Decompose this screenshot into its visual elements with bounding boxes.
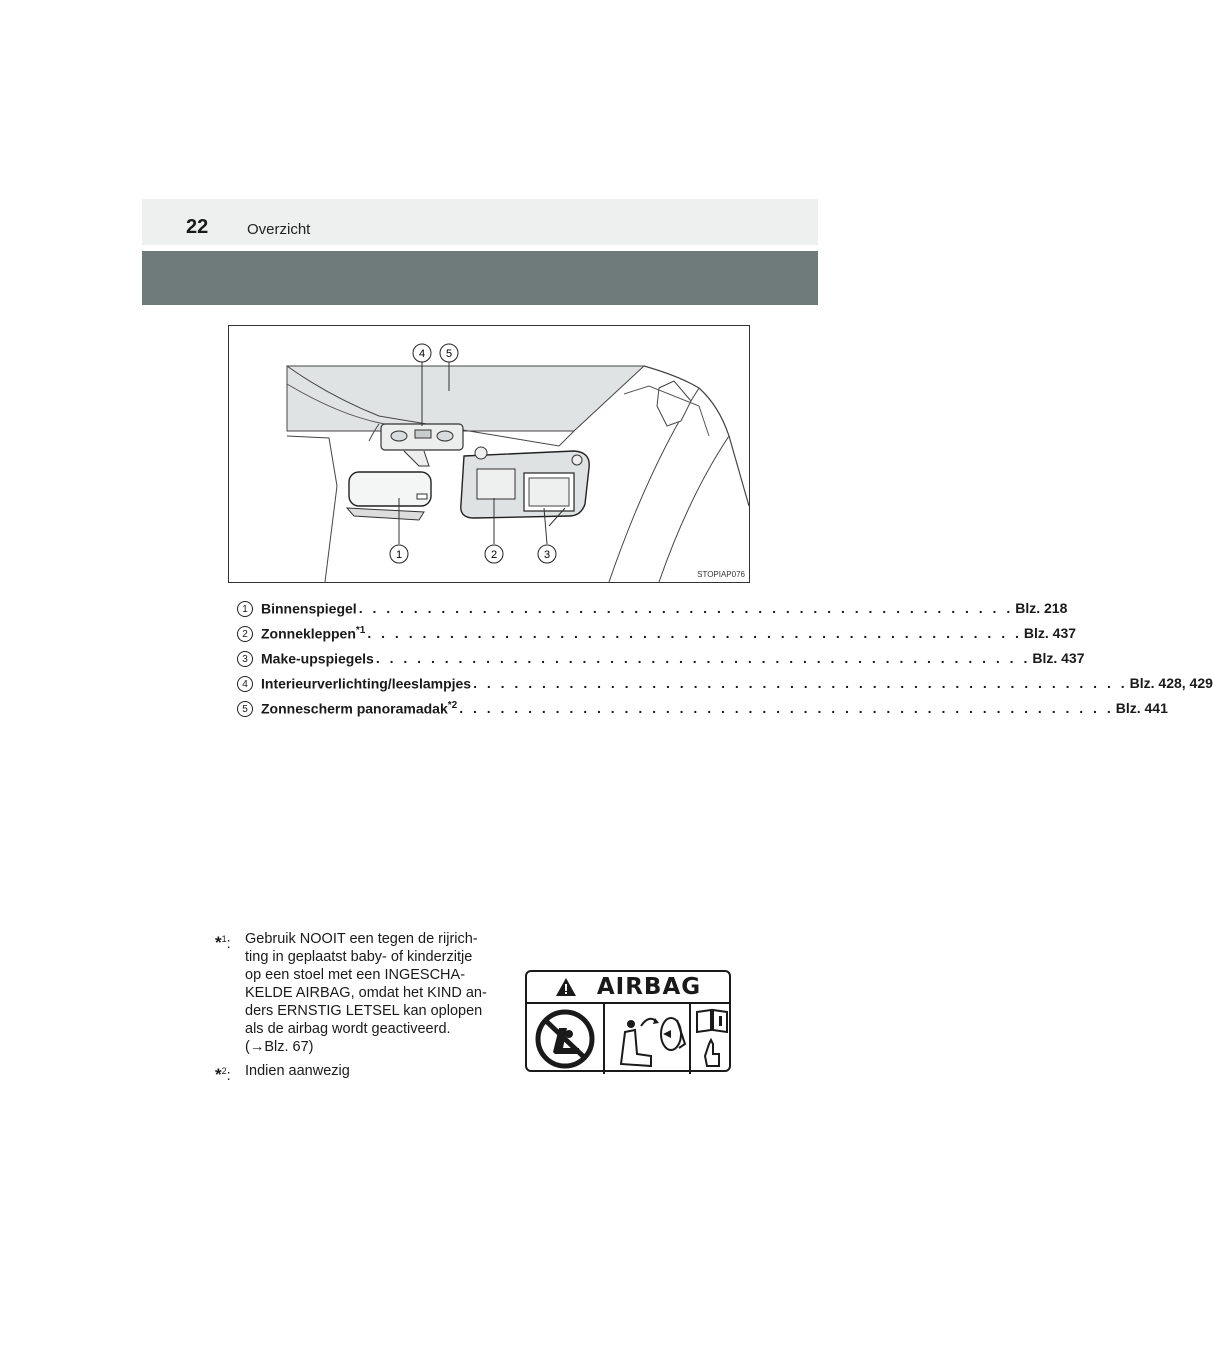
footnote-text: Indien aanwezig: [245, 1063, 350, 1079]
header-band: [142, 199, 818, 245]
airbag-deploy-cell: [605, 1004, 691, 1074]
airbag-deployment-icon: [605, 1004, 689, 1074]
leader-dots: . . . . . . . . . . . . . . . . . . . . . . . . . . . . . . . . . . . . . . . . . . . . . . . .: [459, 700, 1114, 716]
item-number: 4: [237, 676, 253, 692]
page-number: 22: [186, 216, 209, 238]
leader-dots: . . . . . . . . . . . . . . . . . . . . . . . . . . . . . . . . . . . . . . . . . . . . . . . .: [358, 600, 1014, 616]
footnote-1: [215, 930, 505, 1056]
airbag-word: AIRBAG: [596, 974, 702, 1000]
footnote-text: Gebruik NOOIT een tegen de rijrich- ting in geplaatst baby- of kinderzitje op een stoel met een INGESCHA- KELDE AIRBAG, omdat het KIND an- ders ERNSTIG LETSEL kan oplopen als de airbag wordt geactiveerd. (→Blz. 67): [245, 931, 487, 1055]
read-manual-icon: [691, 1004, 733, 1074]
no-child-seat-cell: [527, 1004, 605, 1074]
callout-4-text: 4: [418, 348, 426, 360]
warning-triangle-icon: [555, 977, 577, 997]
interior-illustration: [229, 326, 749, 582]
callout-5-text: 5: [445, 348, 453, 360]
section-title: Overzicht: [247, 221, 311, 238]
callout-1-text: 1: [395, 549, 403, 561]
page-reference[interactable]: Blz. 437: [1032, 650, 1085, 666]
airbag-label-header: [527, 972, 729, 1004]
list-item: [237, 600, 1068, 625]
no-rear-facing-child-seat-icon: [527, 1004, 603, 1074]
footnotes: [215, 930, 505, 1091]
item-number: 3: [237, 651, 253, 667]
item-number: 2: [237, 626, 253, 642]
title-band: [142, 251, 818, 305]
item-label: Binnenspiegel: [261, 600, 357, 617]
list-item: [237, 675, 1213, 700]
leader-dots: . . . . . . . . . . . . . . . . . . . . . . . . . . . . . . . . . . . . . . . . . . . . . . . .: [367, 625, 1022, 641]
footnote-mark: *$^1$:: [215, 932, 231, 952]
page-reference[interactable]: Blz. 428, 429: [1129, 675, 1213, 691]
callout-2-text: 2: [490, 549, 498, 561]
item-number: 5: [237, 701, 253, 717]
item-label: Zonnekleppen$^{*1}$: [261, 625, 366, 642]
page-reference[interactable]: Blz. 441: [1115, 700, 1168, 716]
manual-cell: [691, 1004, 733, 1074]
item-label: Make-upspiegels: [261, 650, 374, 667]
footnote-2: [215, 1062, 505, 1085]
page-reference[interactable]: Blz. 218: [1015, 600, 1068, 616]
footnote-mark: *$^2$:: [215, 1064, 231, 1084]
item-label: Interieurverlichting/leeslampjes: [261, 675, 472, 692]
list-item: [237, 625, 1077, 650]
item-number: 1: [237, 601, 253, 617]
component-list: [237, 600, 1213, 725]
callout-3-text: 3: [543, 549, 551, 561]
airbag-label-pictograms: [527, 1004, 729, 1074]
leader-dots: . . . . . . . . . . . . . . . . . . . . . . . . . . . . . . . . . . . . . . . . . . . . . . . .: [473, 675, 1128, 691]
list-item: [237, 700, 1168, 725]
list-item: [237, 650, 1085, 675]
interior-overview-figure: [228, 325, 750, 583]
page-reference[interactable]: Blz. 437: [1023, 625, 1077, 641]
figure-code: STOPIAP076: [697, 570, 745, 579]
airbag-warning-label: [525, 970, 731, 1072]
leader-dots: . . . . . . . . . . . . . . . . . . . . . . . . . . . . . . . . . . . . . . . . . . . . . . . .: [375, 650, 1031, 666]
item-label: Zonnescherm panoramadak$^{*2}$: [261, 700, 458, 717]
